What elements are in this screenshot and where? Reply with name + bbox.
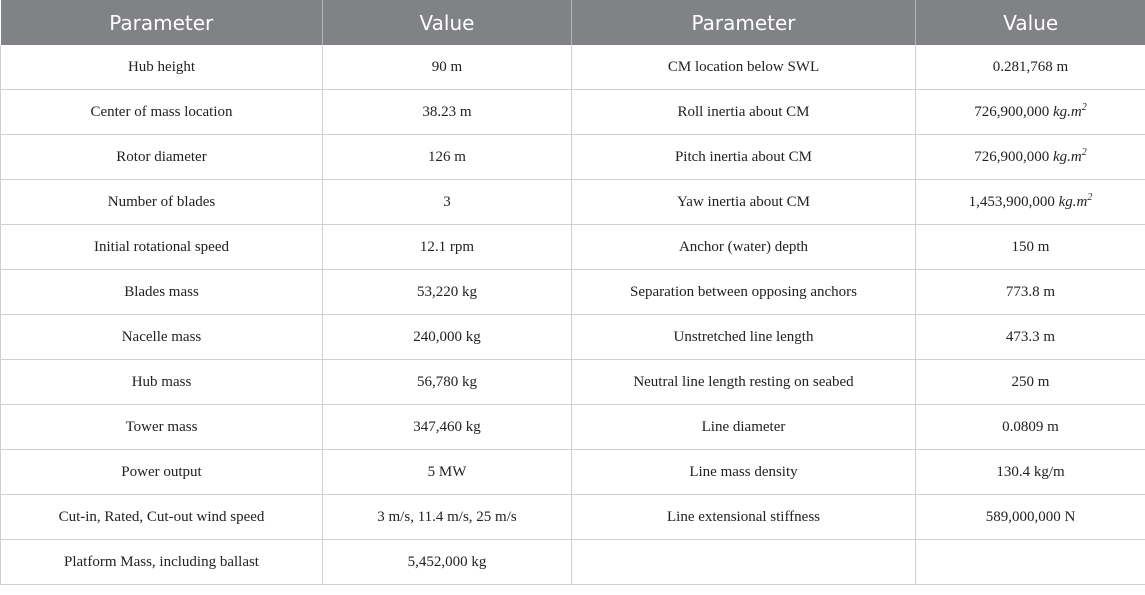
parameter-cell-text: Center of mass location bbox=[90, 103, 233, 120]
parameter-cell bbox=[572, 495, 916, 540]
value-cell bbox=[916, 270, 1145, 315]
value-cell bbox=[323, 315, 572, 360]
value-cell bbox=[323, 540, 572, 585]
unit-text: kg.m bbox=[1053, 148, 1082, 165]
parameter-cell-text: Rotor diameter bbox=[116, 148, 207, 165]
parameter-cell-text: Blades mass bbox=[124, 283, 199, 300]
value-cell bbox=[916, 495, 1145, 540]
value-cell bbox=[916, 540, 1145, 585]
value-cell-text: 38.23 m bbox=[422, 103, 472, 120]
parameter-cell-text: Initial rotational speed bbox=[94, 238, 229, 255]
parameter-cell-text: Number of blades bbox=[107, 193, 216, 210]
parameter-cell bbox=[572, 270, 916, 315]
parameter-cell-text: Line diameter bbox=[701, 418, 786, 435]
parameter-cell bbox=[572, 45, 916, 90]
parameter-cell-text: Hub mass bbox=[131, 373, 192, 390]
value-cell bbox=[323, 405, 572, 450]
header-row bbox=[1, 0, 1145, 45]
unit-exponent: 2 bbox=[1087, 191, 1093, 203]
value-cell bbox=[323, 360, 572, 405]
value-cell bbox=[323, 45, 572, 90]
parameter-cell bbox=[1, 450, 323, 495]
parameter-cell-text: Cut-in, Rated, Cut-out wind speed bbox=[58, 508, 265, 525]
value-cell bbox=[916, 225, 1145, 270]
parameter-cell bbox=[1, 135, 323, 180]
parameter-cell bbox=[1, 405, 323, 450]
value-cell-text: 347,460 kg bbox=[413, 418, 481, 435]
value-cell bbox=[323, 450, 572, 495]
value-cell bbox=[916, 360, 1145, 405]
parameter-cell bbox=[1, 180, 323, 225]
parameter-cell bbox=[1, 225, 323, 270]
parameter-cell bbox=[572, 180, 916, 225]
value-cell-text: 3 bbox=[443, 193, 451, 210]
value-cell-text: 5 MW bbox=[427, 463, 467, 480]
parameter-cell-text: Separation between opposing anchors bbox=[629, 283, 858, 300]
parameter-cell bbox=[1, 315, 323, 360]
value-cell-text: 240,000 kg bbox=[413, 328, 481, 345]
table-row bbox=[1, 225, 1145, 270]
value-cell-text: 473.3 m bbox=[1005, 328, 1056, 345]
unit-exponent: 2 bbox=[1081, 146, 1087, 158]
value-cell-text: 726,900,000 bbox=[974, 148, 1050, 165]
value-cell bbox=[916, 90, 1145, 135]
value-cell-text: 150 m bbox=[1011, 238, 1050, 255]
table-row bbox=[1, 450, 1145, 495]
value-cell bbox=[323, 495, 572, 540]
parameter-cell bbox=[1, 495, 323, 540]
value-cell bbox=[323, 270, 572, 315]
parameter-cell bbox=[1, 90, 323, 135]
value-cell-text: 1,453,900,000 bbox=[968, 193, 1055, 210]
header-parameter-1: Parameter bbox=[1, 0, 323, 45]
value-cell bbox=[916, 405, 1145, 450]
value-cell-text: 53,220 kg bbox=[417, 283, 477, 300]
parameter-cell bbox=[572, 405, 916, 450]
table-row bbox=[1, 360, 1145, 405]
value-cell-text: 0.281,768 m bbox=[992, 58, 1069, 75]
value-cell-text: 589,000,000 N bbox=[985, 508, 1076, 525]
value-cell-text: 726,900,000 bbox=[974, 103, 1050, 120]
parameter-cell-text: Pitch inertia about CM bbox=[674, 148, 813, 165]
value-cell-text: 130.4 kg/m bbox=[996, 463, 1065, 480]
value-cell-text: 773.8 m bbox=[1005, 283, 1056, 300]
value-cell-text: 0.0809 m bbox=[1002, 418, 1059, 435]
value-cell bbox=[916, 315, 1145, 360]
value-cell-text: 250 m bbox=[1011, 373, 1050, 390]
value-cell-text: 12.1 rpm bbox=[419, 238, 475, 255]
value-cell bbox=[916, 450, 1145, 495]
unit-exponent: 2 bbox=[1081, 101, 1087, 113]
table-row bbox=[1, 45, 1145, 90]
table-row bbox=[1, 495, 1145, 540]
header-value-2: Value bbox=[916, 0, 1145, 45]
value-cell-text: 3 m/s, 11.4 m/s, 25 m/s bbox=[377, 508, 517, 525]
table-row bbox=[1, 90, 1145, 135]
table-row bbox=[1, 540, 1145, 585]
value-cell bbox=[916, 180, 1145, 225]
value-cell bbox=[323, 135, 572, 180]
parameter-cell-text: Neutral line length resting on seabed bbox=[633, 373, 854, 390]
value-cell bbox=[323, 180, 572, 225]
parameter-cell bbox=[572, 315, 916, 360]
table-row bbox=[1, 270, 1145, 315]
parameter-cell-text: Yaw inertia about CM bbox=[676, 193, 811, 210]
parameter-cell bbox=[572, 135, 916, 180]
value-cell bbox=[916, 45, 1145, 90]
parameter-cell-text: Platform Mass, including ballast bbox=[64, 553, 259, 570]
value-cell bbox=[323, 90, 572, 135]
parameter-cell-text: Power output bbox=[121, 463, 202, 480]
parameter-cell-text: Tower mass bbox=[125, 418, 198, 435]
parameter-cell-text: Roll inertia about CM bbox=[677, 103, 810, 120]
parameter-cell bbox=[572, 540, 916, 585]
parameter-cell bbox=[1, 360, 323, 405]
header-parameter-2: Parameter bbox=[572, 0, 916, 45]
value-cell-text: 5,452,000 kg bbox=[407, 553, 487, 570]
value-cell-text: 126 m bbox=[428, 148, 466, 165]
table-row bbox=[1, 180, 1145, 225]
value-cell bbox=[916, 135, 1145, 180]
parameter-cell bbox=[572, 360, 916, 405]
parameter-cell bbox=[1, 270, 323, 315]
parameter-cell bbox=[572, 90, 916, 135]
unit-text: kg.m bbox=[1053, 103, 1082, 120]
table-row bbox=[1, 315, 1145, 360]
table-row bbox=[1, 405, 1145, 450]
parameter-cell-text: Line mass density bbox=[689, 463, 798, 480]
value-cell bbox=[323, 225, 572, 270]
header-value-1: Value bbox=[323, 0, 572, 45]
value-cell-text: 90 m bbox=[431, 58, 463, 75]
value-cell-text: 56,780 kg bbox=[417, 373, 477, 390]
parameter-cell-text: Unstretched line length bbox=[673, 328, 814, 345]
parameter-cell-text: Anchor (water) depth bbox=[678, 238, 809, 255]
parameter-cell bbox=[1, 540, 323, 585]
parameter-cell-text: Nacelle mass bbox=[121, 328, 202, 345]
parameter-cell bbox=[572, 225, 916, 270]
parameter-cell bbox=[1, 45, 323, 90]
table-row bbox=[1, 135, 1145, 180]
parameter-cell-text: Line extensional stiffness bbox=[666, 508, 821, 525]
parameter-cell-text: Hub height bbox=[127, 58, 196, 75]
parameter-cell bbox=[572, 450, 916, 495]
parameter-cell-text: CM location below SWL bbox=[667, 58, 820, 75]
unit-text: kg.m bbox=[1058, 193, 1088, 210]
